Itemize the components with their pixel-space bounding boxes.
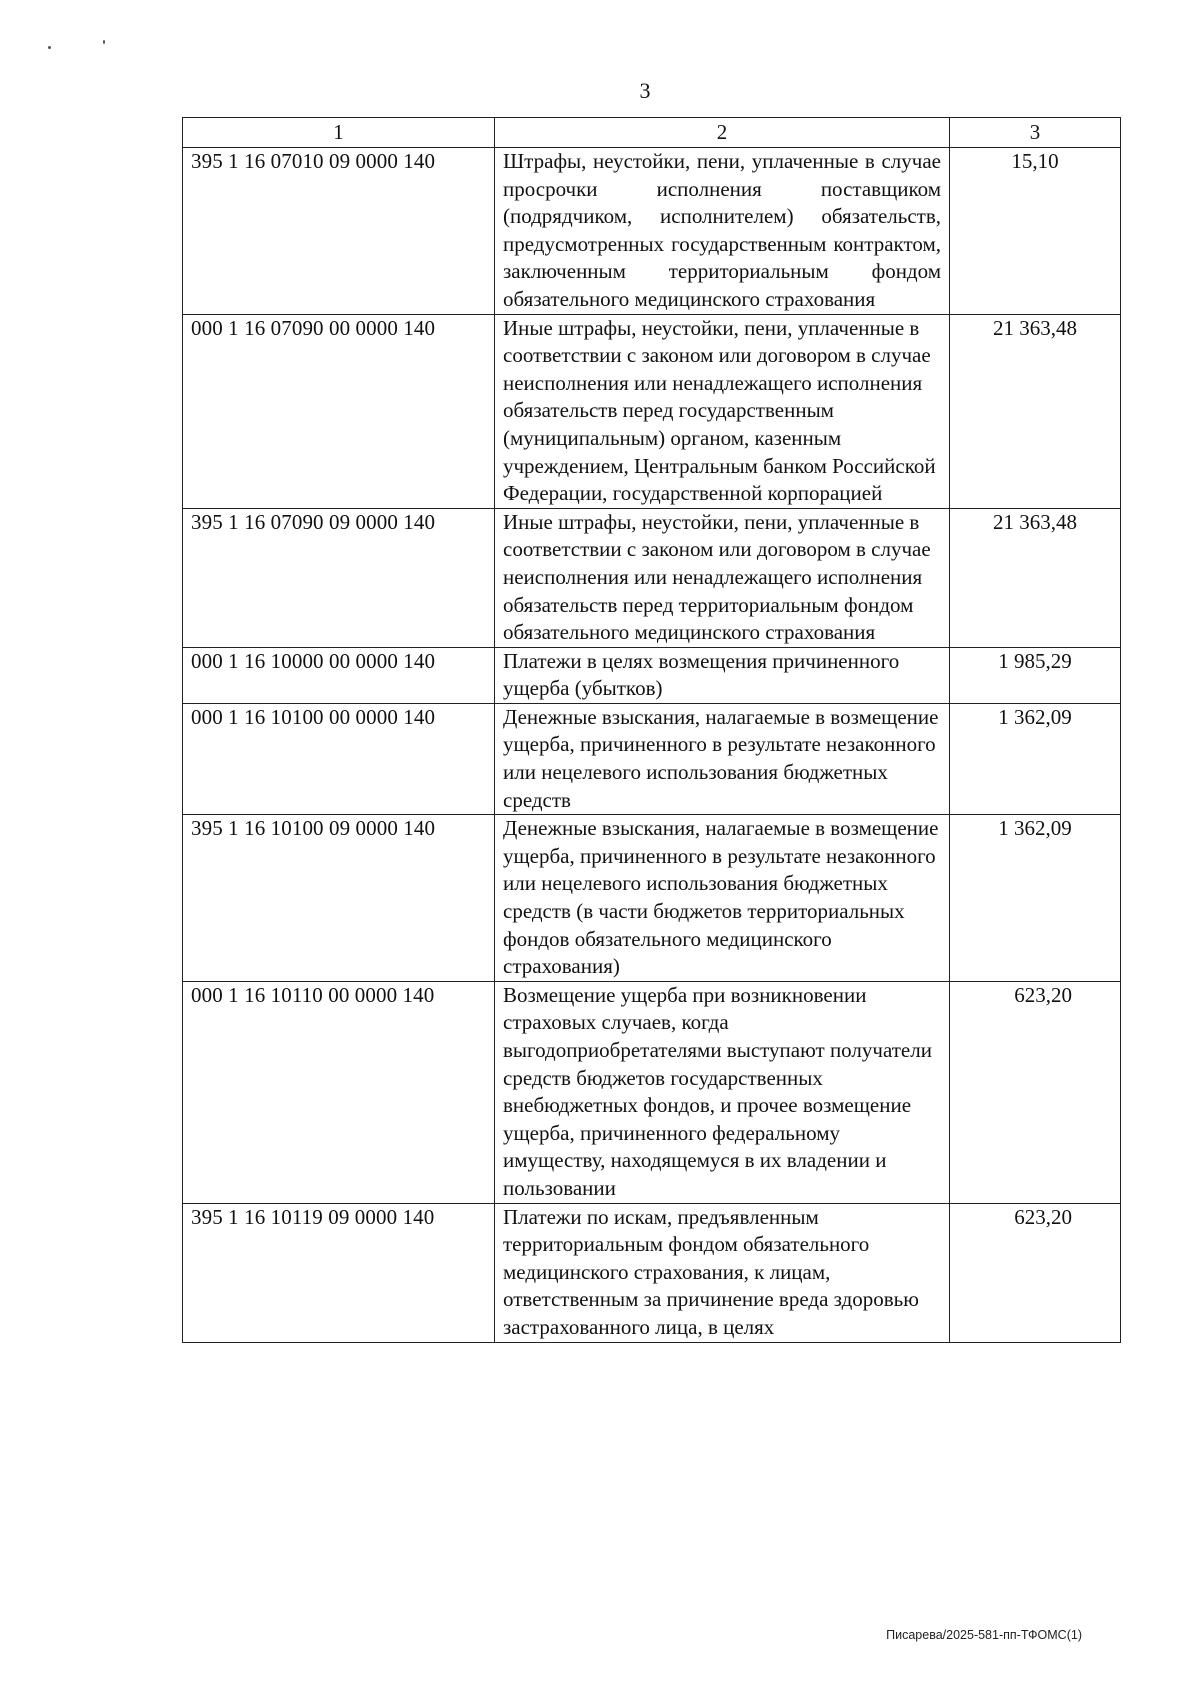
table-row — [183, 1203, 1121, 1342]
amount-value: 21 363,48 — [950, 314, 1121, 508]
income-description: Штрафы, неустойки, пени, уплаченные в случае просрочки исполнения поставщиком (подрядчиком, исполнителем) обязательств, предусмотренных государственным контрактом, заключенным территориальным фондом обязательного медицинского страхования — [495, 148, 950, 315]
amount-value: 623,20 — [950, 981, 1121, 1203]
document-reference: Писарева/2025-581-пп-ТФОМС(1) — [886, 1628, 1082, 1642]
income-description: Иные штрафы, неустойки, пени, уплаченные в соответствии с законом или договором в случае неисполнения или ненадлежащего исполнения обязательств перед территориальным фондом обязательного медицинского страхования — [495, 508, 950, 647]
amount-value: 623,20 — [950, 1203, 1121, 1342]
income-description: Денежные взыскания, налагаемые в возмещение ущерба, причиненного в результате незаконного или нецелевого использования бюджетных средств — [495, 703, 950, 814]
table-row — [183, 508, 1121, 647]
budget-code: 395 1 16 10100 09 0000 140 — [183, 815, 495, 982]
page-number: 3 — [639, 78, 651, 103]
amount-value: 1 362,09 — [950, 703, 1121, 814]
amount-value: 15,10 — [950, 148, 1121, 315]
budget-code: 395 1 16 07090 09 0000 140 — [183, 508, 495, 647]
table-row — [183, 148, 1121, 315]
budget-code: 395 1 16 10119 09 0000 140 — [183, 1203, 495, 1342]
budget-code: 000 1 16 10100 00 0000 140 — [183, 703, 495, 814]
column-header: 2 — [495, 118, 950, 148]
income-description: Иные штрафы, неустойки, пени, уплаченные в соответствии с законом или договором в случае неисполнения или ненадлежащего исполнения обязательств перед государственным (муниципальным) органом, казенным учреждением, Центральным банком Российской Федерации, государственной корпорацией — [495, 314, 950, 508]
income-description: Платежи по искам, предъявленным территориальным фондом обязательного медицинского страхования, к лицам, ответственным за причинение вреда здоровью застрахованного лица, в целях — [495, 1203, 950, 1342]
table-row — [183, 703, 1121, 814]
budget-code: 395 1 16 07010 09 0000 140 — [183, 148, 495, 315]
budget-code: 000 1 16 07090 00 0000 140 — [183, 314, 495, 508]
scan-speck — [48, 46, 51, 49]
table-row — [183, 981, 1121, 1203]
column-header: 1 — [183, 118, 495, 148]
table-row — [183, 647, 1121, 703]
table-row — [183, 815, 1121, 982]
amount-value: 1 985,29 — [950, 647, 1121, 703]
scan-speck — [103, 40, 105, 44]
income-description: Денежные взыскания, налагаемые в возмещение ущерба, причиненного в результате незаконного или нецелевого использования бюджетных средств (в части бюджетов территориальных фондов обязательного медицинского страхования) — [495, 815, 950, 982]
budget-code: 000 1 16 10000 00 0000 140 — [183, 647, 495, 703]
table-row — [183, 314, 1121, 508]
amount-value: 21 363,48 — [950, 508, 1121, 647]
budget-code: 000 1 16 10110 00 0000 140 — [183, 981, 495, 1203]
income-description: Платежи в целях возмещения причиненного ущерба (убытков) — [495, 647, 950, 703]
amount-value: 1 362,09 — [950, 815, 1121, 982]
income-description: Возмещение ущерба при возникновении страховых случаев, когда выгодоприобретателями выступают получатели средств бюджетов государственных внебюджетных фондов, и прочее возмещение ущерба, причиненного федеральному имуществу, находящемуся в их владении и пользовании — [495, 981, 950, 1203]
column-header: 3 — [950, 118, 1121, 148]
revenue-table — [182, 117, 1121, 1343]
table-header-row — [183, 118, 1121, 148]
